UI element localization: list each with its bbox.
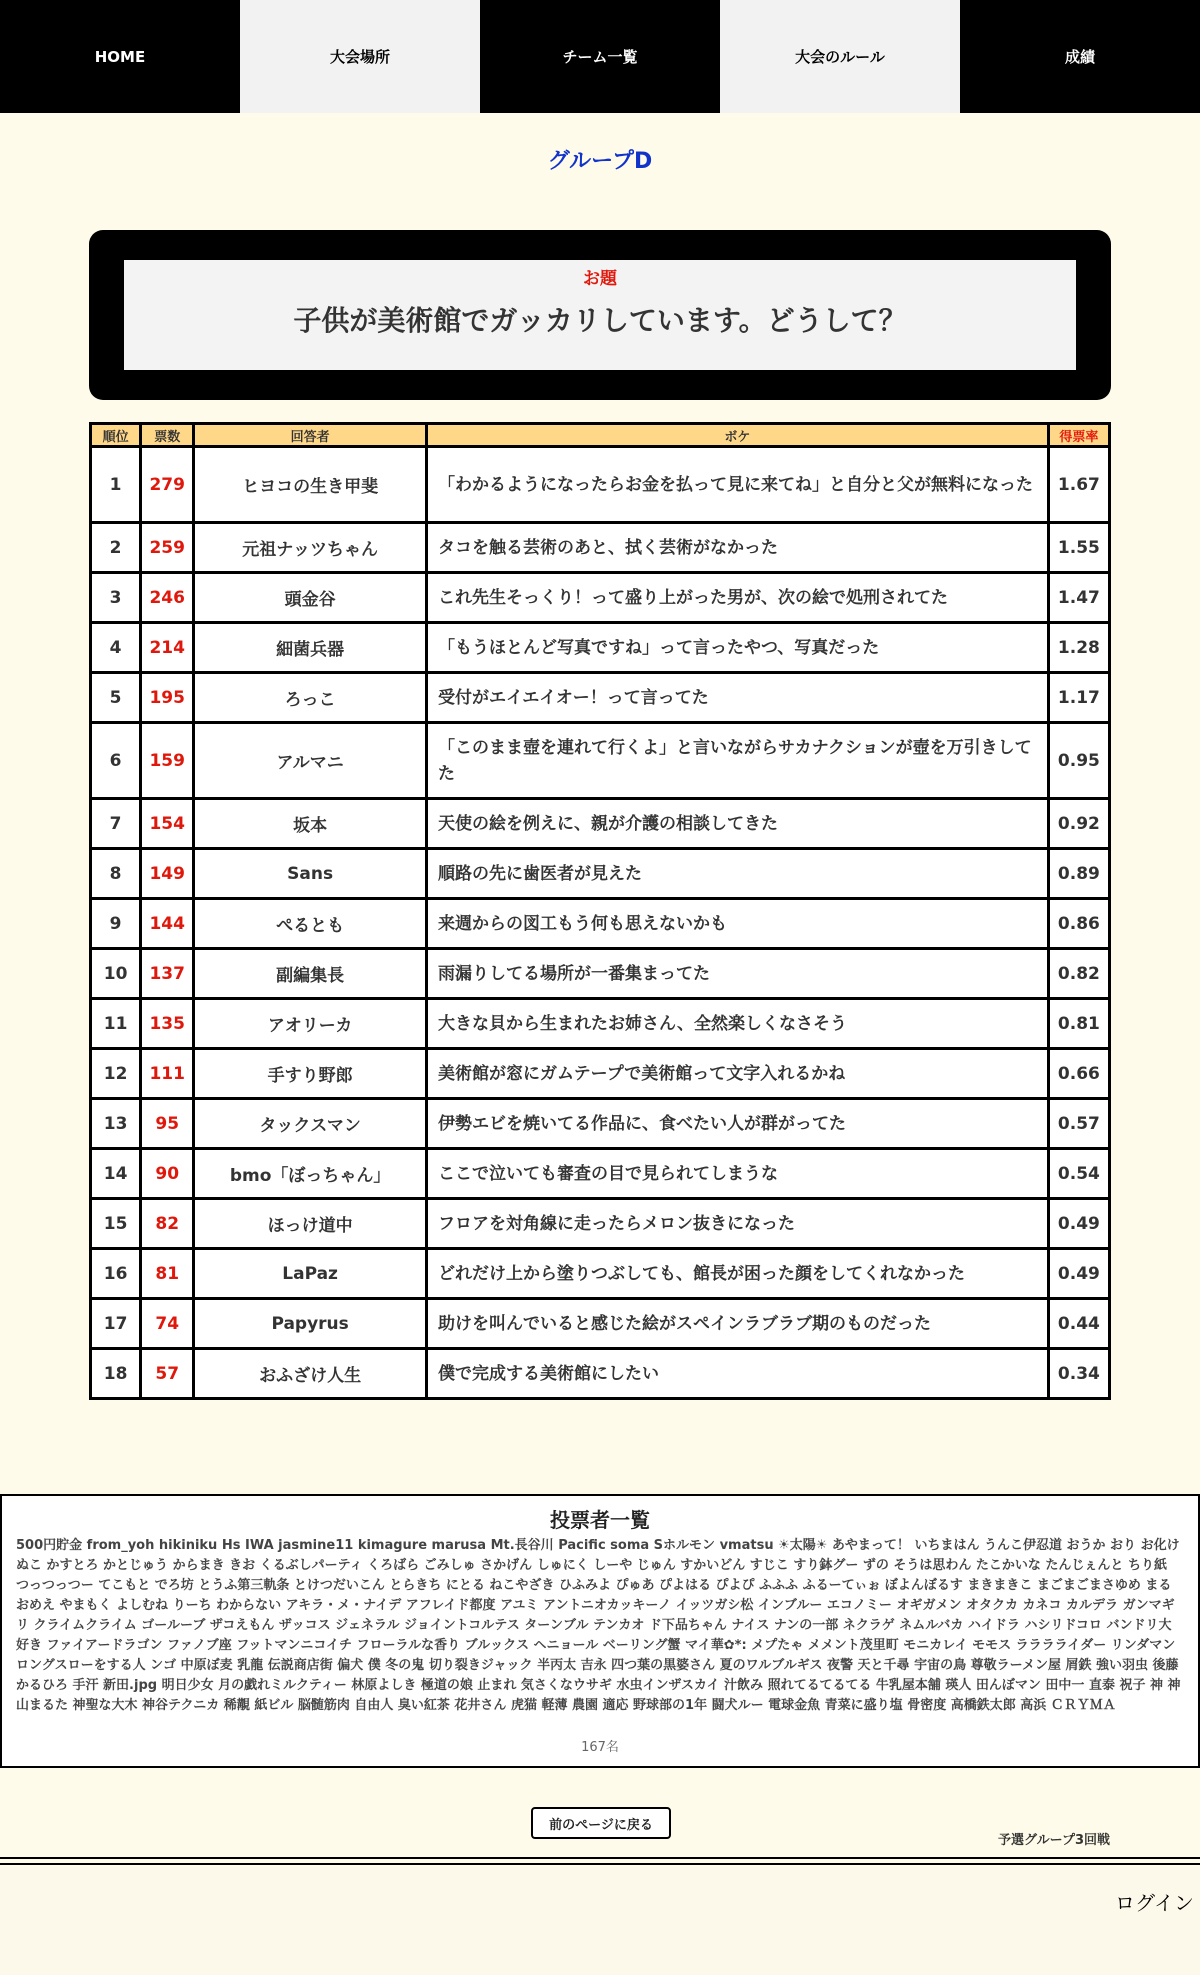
votes-cell: 159 [141, 723, 194, 799]
rate-cell: 0.57 [1048, 1099, 1109, 1149]
answerer-cell: Papyrus [194, 1299, 427, 1349]
rank-cell: 1 [91, 447, 141, 523]
table-header-row [91, 424, 1110, 447]
votes-cell: 57 [141, 1349, 194, 1399]
odai-frame [89, 230, 1111, 400]
boke-cell: 順路の先に歯医者が見えた [426, 849, 1048, 899]
rate-cell: 1.55 [1048, 523, 1109, 573]
answerer-cell: おふざけ人生 [194, 1349, 427, 1399]
rank-cell: 5 [91, 673, 141, 723]
answerer-cell: 手すり野郎 [194, 1049, 427, 1099]
votes-cell: 137 [141, 949, 194, 999]
rank-cell: 13 [91, 1099, 141, 1149]
votes-cell: 81 [141, 1249, 194, 1299]
table-row [91, 1299, 1110, 1349]
voters-list: 500円貯金 from_yoh hikiniku Hs IWA jasmine11 kimagure marusa Mt.長谷川 Pacific soma Sホルモン vmatsu ☀太陽☀ あやまって！ いちまはん うんこ伊忍道 おうか おり お化けぬこ かすとろ かとじゅう からまき きお くるぶしパーティ くろばら ごみしゅ さかげん しゅにく しーや じゅん すかいどん すじこ すり鉢グー ずの そうは思わん たこかいな たんじぇんと ちり紙 つっつっつー てこもと でろ坊 とうふ第三軌条 とけつだいこん とらきち にとる ねこやざき ひふみよ ぴゅあ ぴよはる ぴよぴ ふふふ ふるーてぃぉ ぼよんぼるす まきまきこ まごまごまさゆめ まるおめえ やまもく よしむね りーち わからない アキラ・メ・ナイデ アフレイド都度 アユミ アントニオカッキーノ イッツガシ松 インブルー エコノミー オギガメン オタクカ カネコ カルデラ ガンマギリ クライムクライム ゴールーブ ザコえもん ザッコス ジェネラル ジョイントコルテス ターンブル テンカオ ド下品ちゃん ナイス ナンの一部 ネクラゲ ネムルバカ ハイドラ ハシリドコロ バンドリ大好き ファイアードラゴン ファノブ座 フットマンニコイチ フローラルな香り ブルックス ヘニョール ベーリング蟹 マイ華✿*: メプたゃ メメント茂里町 モニカレイ モモス ラララライダー リンダマン ロングスローをする人 ンゴ 中原ぼ麦 乳龍 伝説商店街 偏犬 僕 冬の鬼 切り裂きジャック 半丙太 吉永 四つ葉の黒婆さん 夏のワルブルギス 夜警 天と千尋 宇宙の鳥 尊敬ラーメン屋 屑鉄 強い羽虫 後藤かるひろ 手汗 新田.jpg 明日少女 月の戯れミルクティー 林原よしき 極道の娘 止まれ 気さくなウサギ 水虫インザスカイ 汁飲み 照れてるてるてる 牛乳屋本舗 瑛人 田んぼマン 田中一 直泰 祝子 神 神山まるた 神聖な大木 神谷テクニカ 稀覯 紙ビル 脳髄筋肉 自由人 臭い紅茶 花井さん 虎猫 軽薄 農園 適応 野球部の1年 闘犬ルー 電球金魚 青菜に盛り塩 骨密度 高橋鉄太郎 高浜 ＣＲＹＭＡ [16, 1538, 1181, 1713]
rate-cell: 0.66 [1048, 1049, 1109, 1099]
voters-panel [0, 1494, 1200, 1768]
table-row [91, 723, 1110, 799]
nav-home[interactable]: HOME [0, 0, 240, 113]
table-row [91, 673, 1110, 723]
boke-cell: 大きな貝から生まれたお姉さん、全然楽しくなさそう [426, 999, 1048, 1049]
header-boke: ボケ [426, 424, 1048, 447]
rank-cell: 3 [91, 573, 141, 623]
votes-cell: 195 [141, 673, 194, 723]
votes-cell: 279 [141, 447, 194, 523]
votes-cell: 82 [141, 1199, 194, 1249]
boke-cell: 伊勢エビを焼いてる作品に、食べたい人が群がってた [426, 1099, 1048, 1149]
answerer-cell: タックスマン [194, 1099, 427, 1149]
nav-teams[interactable]: チーム一覧 [480, 0, 720, 113]
table-row [91, 899, 1110, 949]
table-row [91, 623, 1110, 673]
boke-cell: タコを触る芸術のあと、拭く芸術がなかった [426, 523, 1048, 573]
rate-cell: 0.92 [1048, 799, 1109, 849]
boke-cell: 僕で完成する美術館にしたい [426, 1349, 1048, 1399]
rate-cell: 0.86 [1048, 899, 1109, 949]
rate-cell: 0.49 [1048, 1249, 1109, 1299]
table-row [91, 1099, 1110, 1149]
answerer-cell: アルマニ [194, 723, 427, 799]
rank-cell: 7 [91, 799, 141, 849]
votes-cell: 214 [141, 623, 194, 673]
table-row [91, 447, 1110, 523]
boke-cell: 「もうほとんど写真ですね」って言ったやつ、写真だった [426, 623, 1048, 673]
votes-cell: 74 [141, 1299, 194, 1349]
footer [0, 1867, 1200, 1975]
table-row [91, 573, 1110, 623]
answerer-cell: アオリーカ [194, 999, 427, 1049]
rank-cell: 8 [91, 849, 141, 899]
rate-cell: 0.49 [1048, 1199, 1109, 1249]
table-row [91, 1149, 1110, 1199]
boke-cell: 「わかるようになったらお金を払って見に来てね」と自分と父が無料になった [426, 447, 1048, 523]
answerer-cell: 坂本 [194, 799, 427, 849]
votes-cell: 149 [141, 849, 194, 899]
rank-cell: 6 [91, 723, 141, 799]
answerer-cell: Sans [194, 849, 427, 899]
results-table [89, 422, 1111, 1400]
back-button[interactable]: 前のページに戻る [531, 1807, 671, 1839]
rank-cell: 12 [91, 1049, 141, 1099]
answerer-cell: ヒヨコの生き甲斐 [194, 447, 427, 523]
rank-cell: 18 [91, 1349, 141, 1399]
boke-cell: 来週からの図工もう何も思えないかも [426, 899, 1048, 949]
table-row [91, 799, 1110, 849]
table-row [91, 1249, 1110, 1299]
boke-cell: 受付がエイエイオー！って言ってた [426, 673, 1048, 723]
rank-cell: 2 [91, 523, 141, 573]
nav-venue[interactable]: 大会場所 [240, 0, 480, 113]
rate-cell: 0.81 [1048, 999, 1109, 1049]
votes-cell: 95 [141, 1099, 194, 1149]
rate-cell: 1.67 [1048, 447, 1109, 523]
header-votes: 票数 [141, 424, 194, 447]
answerer-cell: 副編集長 [194, 949, 427, 999]
votes-cell: 90 [141, 1149, 194, 1199]
rate-cell: 0.82 [1048, 949, 1109, 999]
login-link[interactable]: ログイン [1115, 1891, 1194, 1915]
odai-label: お題 [583, 269, 617, 289]
nav-rules[interactable]: 大会のルール [720, 0, 960, 113]
rank-cell: 9 [91, 899, 141, 949]
voters-count: 167名 [581, 1740, 619, 1755]
boke-cell: 雨漏りしてる場所が一番集まってた [426, 949, 1048, 999]
answerer-cell: LaPaz [194, 1249, 427, 1299]
boke-cell: どれだけ上から塗りつぶしても、館長が困った顔をしてくれなかった [426, 1249, 1048, 1299]
header-rank: 順位 [91, 424, 141, 447]
rank-cell: 4 [91, 623, 141, 673]
table-row [91, 1049, 1110, 1099]
nav-results[interactable]: 成績 [960, 0, 1200, 113]
results-body [91, 447, 1110, 1399]
header-answerer: 回答者 [194, 424, 427, 447]
divider [0, 1857, 1200, 1865]
answerer-cell: ろっこ [194, 673, 427, 723]
rank-cell: 16 [91, 1249, 141, 1299]
table-row [91, 1349, 1110, 1399]
rate-cell: 1.17 [1048, 673, 1109, 723]
rate-cell: 1.28 [1048, 623, 1109, 673]
boke-cell: 天使の絵を例えに、親が介護の相談してきた [426, 799, 1048, 849]
table-row [91, 523, 1110, 573]
answerer-cell: ぺるとも [194, 899, 427, 949]
rank-cell: 10 [91, 949, 141, 999]
header-rate: 得票率 [1048, 424, 1109, 447]
rate-cell: 0.89 [1048, 849, 1109, 899]
rate-cell: 0.44 [1048, 1299, 1109, 1349]
rank-cell: 11 [91, 999, 141, 1049]
table-row [91, 849, 1110, 899]
boke-cell: ここで泣いても審査の目で見られてしまうな [426, 1149, 1048, 1199]
boke-cell: フロアを対角線に走ったらメロン抜きになった [426, 1199, 1048, 1249]
rate-cell: 0.54 [1048, 1149, 1109, 1199]
votes-cell: 144 [141, 899, 194, 949]
odai-text: 子供が美術館でガッカリしています。どうして？ [293, 304, 907, 337]
answerer-cell: 元祖ナッツちゃん [194, 523, 427, 573]
rank-cell: 14 [91, 1149, 141, 1199]
boke-cell: これ先生そっくり！って盛り上がった男が、次の絵で処刑されてた [426, 573, 1048, 623]
table-row [91, 1199, 1110, 1249]
round-label: 予選グループ3回戦 [997, 1833, 1110, 1848]
answerer-cell: ほっけ道中 [194, 1199, 427, 1249]
votes-cell: 259 [141, 523, 194, 573]
top-nav [0, 0, 1200, 113]
table-row [91, 999, 1110, 1049]
rate-cell: 0.34 [1048, 1349, 1109, 1399]
answerer-cell: 細菌兵器 [194, 623, 427, 673]
answerer-cell: bmo「ぼっちゃん」 [194, 1149, 427, 1199]
votes-cell: 246 [141, 573, 194, 623]
votes-cell: 135 [141, 999, 194, 1049]
rate-cell: 0.95 [1048, 723, 1109, 799]
boke-cell: 美術館が窓にガムテープで美術館って文字入れるかね [426, 1049, 1048, 1099]
boke-cell: 「このまま壺を連れて行くよ」と言いながらサカナクションが壺を万引きしてた [426, 723, 1048, 799]
odai-card [124, 260, 1076, 370]
group-title: グループD [547, 149, 653, 174]
boke-cell: 助けを叫んでいると感じた絵がスペインラブラブ期のものだった [426, 1299, 1048, 1349]
votes-cell: 154 [141, 799, 194, 849]
votes-cell: 111 [141, 1049, 194, 1099]
voters-title: 投票者一覧 [550, 1508, 650, 1532]
answerer-cell: 頭金谷 [194, 573, 427, 623]
rank-cell: 15 [91, 1199, 141, 1249]
rank-cell: 17 [91, 1299, 141, 1349]
rate-cell: 1.47 [1048, 573, 1109, 623]
table-row [91, 949, 1110, 999]
